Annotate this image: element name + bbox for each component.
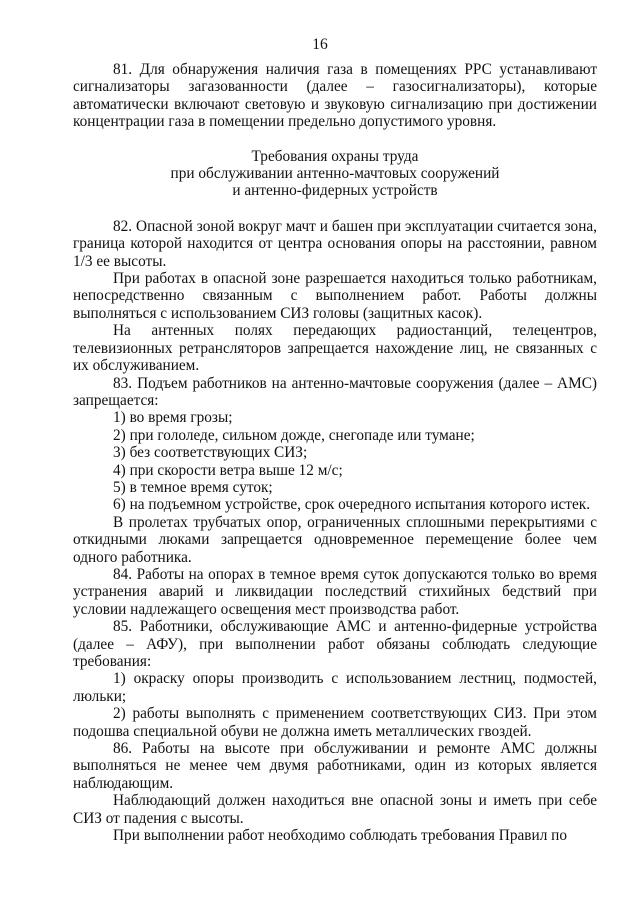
paragraph-antenna-fields: На антенных полях передающих радиостанций, телецентров, телевизионных ретрансляторов запрещается нахождение лиц, не связанных с их обслуживанием. bbox=[73, 322, 597, 375]
heading-line-3: и антенно-фидерных устройств bbox=[232, 182, 438, 200]
list-item-83-1: 1) во время грозы; bbox=[113, 409, 233, 427]
page-number: 16 bbox=[312, 36, 328, 53]
document-body bbox=[73, 61, 597, 844]
paragraph-rules: При выполнении работ необходимо соблюдать требования Правил по bbox=[113, 827, 567, 845]
heading-line-2: при обслуживании антенно-мачтовых сооружений bbox=[170, 165, 500, 183]
list-item-85-2: 2) работы выполнять с применением соответствующих СИЗ. При этом подошва специальной обуви не должна иметь металлических гвоздей. bbox=[73, 705, 597, 740]
spacer bbox=[73, 200, 597, 218]
paragraph-danger-zone-workers: При работах в опасной зоне разрешается находиться только работникам, непосредственно связанным с выполнением работ. Работы должны выполняться с использованием СИЗ головы (защитных касок). bbox=[73, 270, 597, 322]
heading-line-1: Требования охраны труда bbox=[251, 147, 419, 165]
list-item-83-3: 3) без соответствующих СИЗ; bbox=[113, 444, 308, 462]
paragraph-81: 81. Для обнаружения наличия газа в помещениях РРС устанавливают сигнализаторы загазованности (далее – газосигнализаторы), которые автоматически включают световую и звуковую сигнализацию при достижении концентрации газа в помещении предельно допустимого уровня. bbox=[73, 61, 597, 131]
paragraph-84: 84. Работы на опорах в темное время суток допускаются только во время устранения аварий и ликвидации последствий стихийных бедствий при условии надлежащего освещения мест производства работ. bbox=[73, 565, 597, 618]
list-item-83-2: 2) при гололеде, сильном дожде, снегопаде или тумане; bbox=[113, 426, 475, 444]
paragraph-82: 82. Опасной зоной вокруг мачт и башен при эксплуатации считается зона, граница которой находится от центра основания опоры на расстоянии, равном 1/3 ее высоты. bbox=[73, 217, 597, 270]
paragraph-83: 83. Подъем работников на антенно-мачтовые сооружения (далее – АМС) запрещается: bbox=[73, 374, 597, 409]
paragraph-tubular-supports: В пролетах трубчатых опор, ограниченных сплошными перекрытиями с откидными люками запрещается одновременное перемещение более чем одного работника. bbox=[73, 513, 597, 566]
list-item-85-1: 1) окраску опоры производить с использованием лестниц, подмостей, люльки; bbox=[73, 670, 597, 705]
section-heading bbox=[73, 148, 597, 200]
list-item-83-4: 4) при скорости ветра выше 12 м/с; bbox=[113, 461, 343, 479]
list-item-83-5: 5) в темное время суток; bbox=[113, 478, 273, 496]
spacer bbox=[73, 131, 597, 148]
paragraph-85: 85. Работники, обслуживающие АМС и антенно-фидерные устройства (далее – АФУ), при выполнении работ обязаны соблюдать следующие требования: bbox=[73, 618, 597, 670]
paragraph-86: 86. Работы на высоте при обслуживании и ремонте АМС должны выполняться не менее чем двумя работниками, один из которых является наблюдающим. bbox=[73, 740, 597, 792]
list-item-83-6: 6) на подъемном устройстве, срок очередного испытания которого истек. bbox=[113, 496, 591, 514]
paragraph-observer: Наблюдающий должен находиться вне опасной зоны и иметь при себе СИЗ от падения с высоты. bbox=[73, 792, 597, 827]
